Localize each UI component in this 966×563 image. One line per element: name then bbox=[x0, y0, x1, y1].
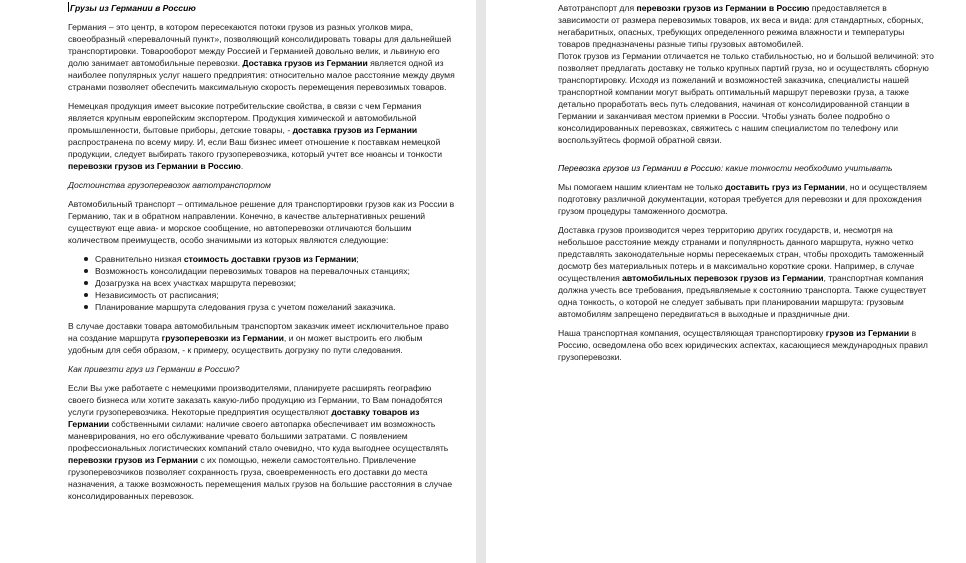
paragraph: В случае доставки товара автомобильным транспортом заказчик имеет исключительное право на создание маршрута грузоперевозки из Германии, и он может выстроить его любым удобным для себя образом, - к примеру, осуществить догрузку по пути следования. bbox=[68, 321, 449, 355]
paragraph: Наша транспортная компания, осуществляющая транспортировку грузов из Германии в Россию, осведомлена обо всех юридических аспектах, касающиеся международных правил грузоперевозки. bbox=[558, 328, 928, 362]
paragraph: Германия – это центр, в котором пересекаются потоки грузов из разных уголков мира, своеобразный «перевалочный пункт», позволяющий консолидировать товары для дальнейшей транспортировки. Товарооборот между Россией и Германией довольно велик, и львиную его долю занимает автомобильные перевозки. Доставка грузов из Германии является одной из наиболее популярных услуг нашего предприятия: относительно малое расстояние между двумя странами позволяет обеспечить максимальную скорость перемещения перевозимых товаров. bbox=[68, 22, 455, 92]
paragraph: Автотранспорт для перевозки грузов из Германии в Россию предоставляется в зависимости от размера перевозимых товаров, их веса и вида: для стандартных, сборных, негабаритных, опасных, требующих определенного режима влажности и температуры товаров предназначены разные типы грузовых автомобилей. bbox=[558, 3, 924, 49]
list-item: Планирование маршрута следования груза с учетом пожеланий заказчика. bbox=[95, 301, 456, 313]
text-cursor bbox=[68, 2, 69, 12]
section-heading: Перевозка грузов из Германии в Россию: какие тонкости необходимо учитывать bbox=[558, 163, 893, 173]
list-item: Возможность консолидации перевозимых товаров на перевалочных станциях; bbox=[95, 265, 456, 277]
paragraph: Мы помогаем нашим клиентам не только доставить груз из Германии, но и осуществляем подготовку различной документации, которая требуется для перевозки и для прохождения грузом процедуры таможенного досмотра. bbox=[558, 182, 928, 216]
advantages-list bbox=[68, 253, 456, 313]
paragraph: Поток грузов из Германии отличается не только стабильностью, но и большой величиной: это позволяет предлагать доставку не только крупных партий груза, но и осуществлять сборную транспортировку. Исходя из пожеланий и возможностей заказчика, специалисты нашей транспортной компании могут выбрать оптимальный маршрут перевозки груза, а также детально проработать весь путь следования, начиная от консолидированной станции в Германии и заканчивая местом приемки в России. Чтобы узнать более подробно о консолидированных перевозках, свяжитесь с нашим специалистом по телефону или воспользуйтесь формой обратной связи. bbox=[558, 51, 934, 145]
paragraph: Немецкая продукция имеет высокие потребительские свойства, в связи с чем Германия является крупным европейским экспортером. Продукция химической и автомобильной промышленности, бытовые приборы, детские товары, - доставка грузов из Германии распространена по всему миру. И, если Ваш бизнес имеет отношение к поставкам немецкой продукции, следует выбирать такого грузоперевозчика, который учтет все нюансы и тонкости перевозки грузов из Германии в Россию. bbox=[68, 101, 443, 171]
paragraph: Доставка грузов производится через территорию других государств, и, несмотря на небольшое расстояние между странами и популярность данного маршрута, нужно четко представлять законодательные нормы пересекаемых стран, чтобы проходить таможенный досмотр без материальных потерь и в максимально короткие сроки. Например, в случае осуществления автомобильных перевозок грузов из Германии, транспортная компания должна учесть все требования, предъявляемые к состоянию транспорта. Также существует одна тонкость, о которой не следует забывать при планировании маршрута: грузовым автомобилям запрещено передвигаться в выходные и праздничные дни. bbox=[558, 225, 927, 319]
document-page-left[interactable] bbox=[0, 0, 476, 563]
doc-title: Грузы из Германии в Россию bbox=[70, 3, 196, 13]
paragraph: Если Вы уже работаете с немецкими производителями, планируете расширять географию своего бизнеса или хотите заказать какую-либо продукцию из Германии, то Вам понадобятся услуги грузоперевозчика. Некоторые предприятия осуществляют доставку товаров из Германии собственными силами: наличие своего автопарка обеспечивает им возможность маневрирования, но его обслуживание чревато большими затратами. С появлением профессиональных логистических компаний стало очевидно, что куда выгоднее осуществлять перевозки грузов из Германии с их помощью, нежели самостоятельно. Привлечение грузоперевозчиков позволяет сохранность груза, своевременность его доставки до места назначения, а также возможность перемещения малых грузов на большие расстояния в случае консолидированных перевозок. bbox=[68, 383, 453, 501]
list-item: Сравнительно низкая стоимость доставки грузов из Германии; bbox=[95, 253, 456, 265]
section-heading: Как привезти груз из Германии в Россию? bbox=[68, 364, 240, 374]
section-heading: Достоинства грузоперевозок автотранспортом bbox=[68, 180, 271, 190]
list-item: Независимость от расписания; bbox=[95, 289, 456, 301]
paragraph: Автомобильный транспорт – оптимальное решение для транспортировки грузов как из России в Германию, так и в обратном направлении. Конечно, в качестве альтернативных решений существуют еще авиа- и морское сообщение, но автоперевозки отличаются большим количеством преимуществ, особо значимыми из которых являются следующие: bbox=[68, 199, 455, 245]
document-page-right[interactable] bbox=[486, 0, 966, 563]
list-item: Дозагрузка на всех участках маршрута перевозки; bbox=[95, 277, 456, 289]
